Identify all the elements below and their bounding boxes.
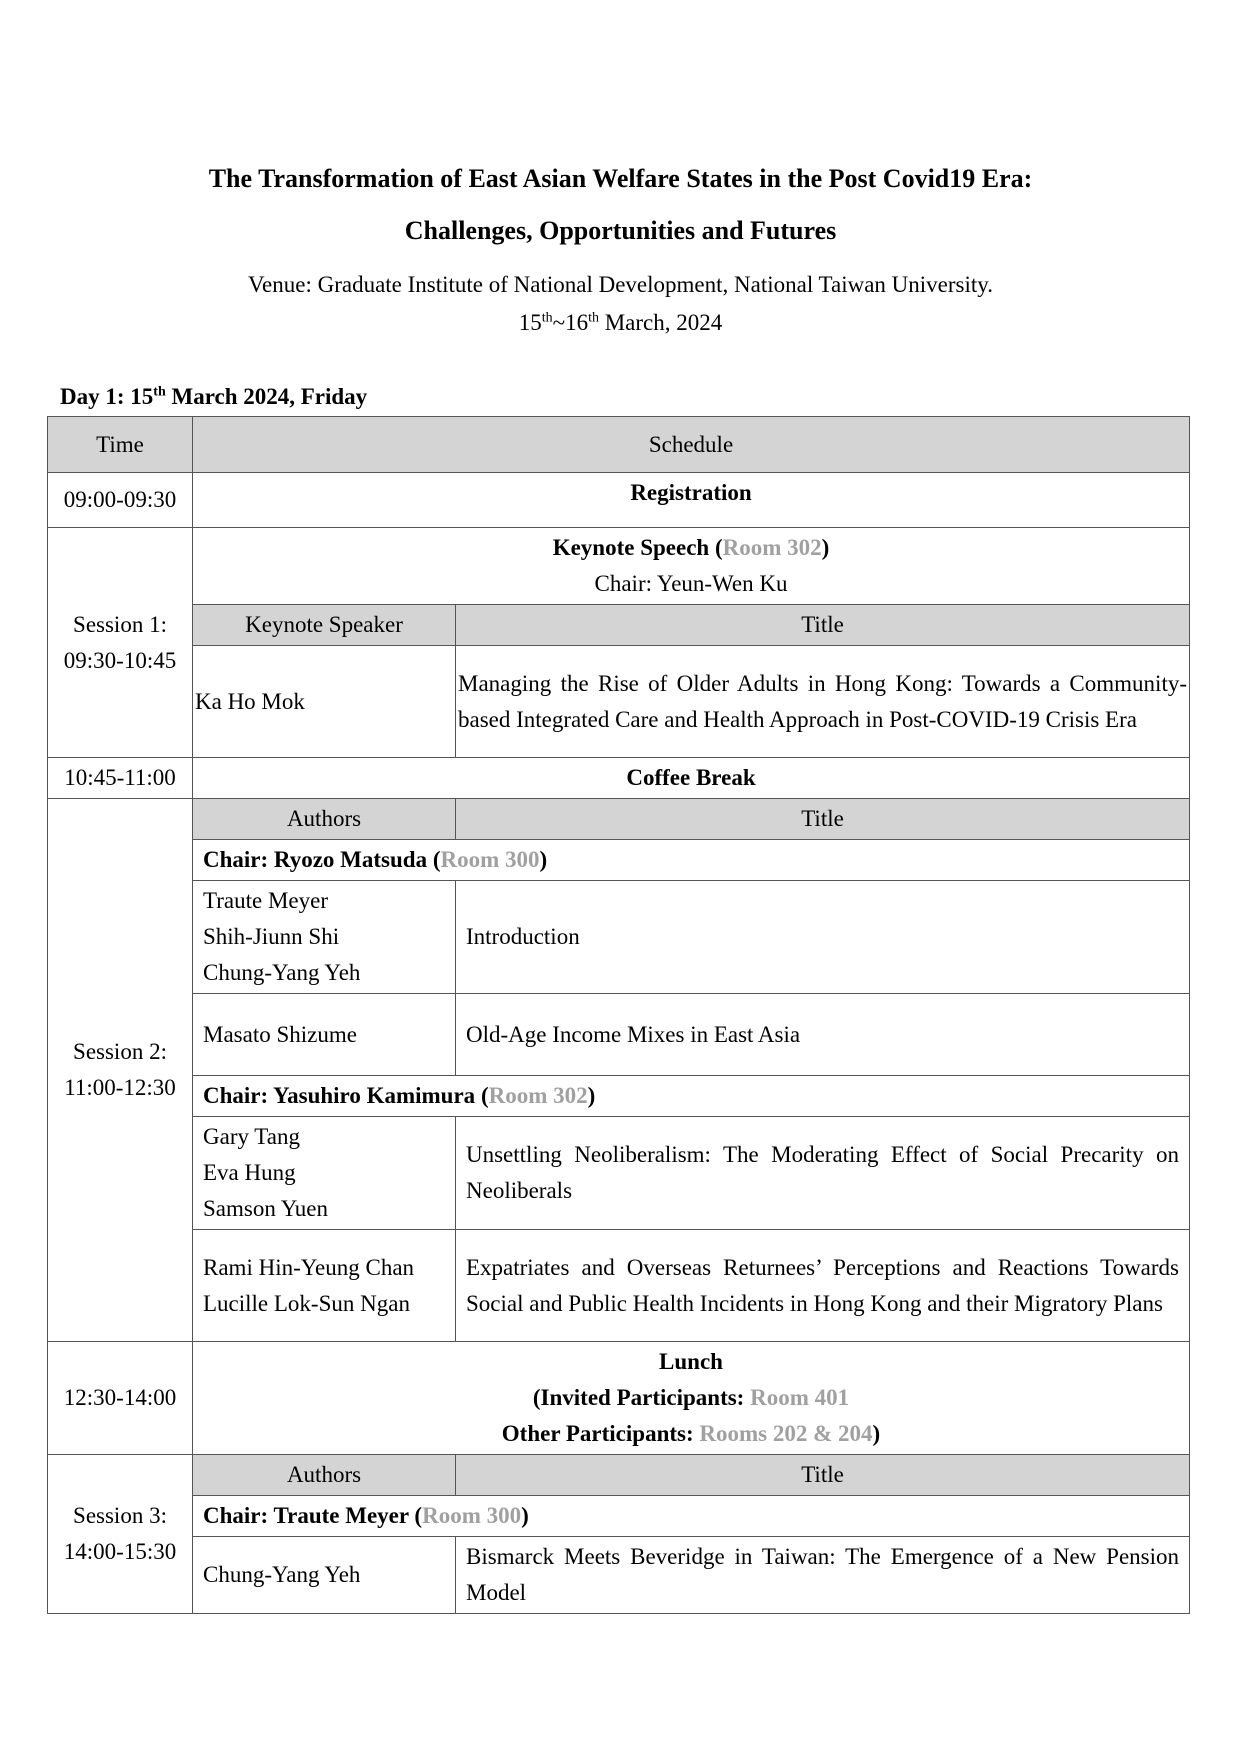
day-1-date: March 2024, Friday	[165, 384, 368, 409]
author: Samson Yuen	[203, 1196, 329, 1221]
chair-label: Chair: Traute Meyer	[203, 1503, 409, 1528]
schedule-table	[47, 416, 1190, 1614]
paper-title: Unsettling Neoliberalism: The Moderating Effect of Social Precarity on Neoliberals	[456, 1117, 1190, 1230]
session-3-range: 14:00-15:30	[63, 1539, 177, 1564]
lunch-row	[48, 1342, 1190, 1455]
session-3-chair-row	[48, 1496, 1190, 1537]
session-1-heading-row	[48, 528, 1190, 605]
session-3-subheader-row	[48, 1455, 1190, 1496]
keynote-label: Keynote Speech (	[552, 535, 723, 560]
chair-close: )	[521, 1503, 529, 1528]
other-close: )	[872, 1421, 881, 1446]
header-title: Title	[456, 1455, 1190, 1496]
header-schedule: Schedule	[193, 417, 1190, 473]
date-end: ~16	[552, 310, 589, 335]
author: Eva Hung	[203, 1160, 296, 1185]
session-2-paper-4-row	[48, 1230, 1190, 1342]
author: Rami Hin-Yeung Chan	[203, 1254, 415, 1280]
session-2-range: 11:00-12:30	[64, 1075, 176, 1100]
paper-title: Expatriates and Overseas Returnees’ Perceptions and Reactions Towards Social and Public Health Incidents in Hong Kong and their Migratory Plans	[456, 1230, 1190, 1342]
registration-label: Registration	[193, 473, 1190, 528]
keynote-row	[48, 646, 1190, 758]
session-2-time	[48, 799, 193, 1342]
header-keynote-speaker: Keynote Speaker	[193, 605, 456, 646]
session-2-chair-a	[193, 840, 1190, 881]
chair-room: Room 300	[422, 1503, 522, 1528]
table-header-row	[48, 417, 1190, 473]
header-time: Time	[48, 417, 193, 473]
venue: Venue: Graduate Institute of National Development, National Taiwan University.	[247, 272, 994, 297]
author: Gary Tang	[203, 1124, 300, 1149]
chair-b-open: (	[475, 1083, 489, 1108]
chair-b-close: )	[587, 1083, 596, 1108]
keynote-speaker: Ka Ho Mok	[193, 646, 456, 758]
keynote-close: )	[821, 535, 830, 560]
author: Traute Meyer	[203, 888, 328, 913]
paper-authors: Masato Shizume	[193, 994, 456, 1076]
coffee-row	[48, 758, 1190, 799]
date-suffix-2: th	[588, 310, 599, 326]
author: Lucille Lok-Sun Ngan	[203, 1290, 410, 1316]
coffee-label: Coffee Break	[193, 758, 1190, 799]
day-1-label: Day 1: 15	[60, 384, 154, 409]
session-1-subheader-row	[48, 605, 1190, 646]
chair-b-room: Room 302	[488, 1083, 588, 1108]
keynote-room: Room 302	[722, 535, 822, 560]
keynote-title: Managing the Rise of Older Adults in Hong Kong: Towards a Community-based Integrated Care and Health Approach in Post-COVID-19 Crisis Era	[456, 646, 1190, 758]
date-start: 15	[518, 310, 542, 335]
session-2-paper-2-row	[48, 994, 1190, 1076]
header-authors: Authors	[193, 1455, 456, 1496]
day-1-suffix: th	[153, 384, 166, 400]
paper-authors	[193, 1117, 456, 1230]
session-1-time	[48, 528, 193, 758]
lunch-label: Lunch	[659, 1349, 723, 1374]
keynote-heading	[193, 528, 1190, 605]
registration-time: 09:00-09:30	[48, 473, 193, 528]
author: Shih-Jiunn Shi	[203, 924, 340, 949]
author: Chung-Yang Yeh	[203, 960, 361, 985]
day-1-heading	[60, 384, 367, 410]
chair-a-close: )	[539, 847, 548, 872]
session-1-range: 09:30-10:45	[63, 647, 177, 673]
page-title-line-1: The Transformation of East Asian Welfare States in the Post Covid19 Era:	[208, 164, 1033, 193]
paper-authors	[193, 881, 456, 994]
header-title: Title	[456, 605, 1190, 646]
date-month-year: March, 2024	[598, 310, 723, 335]
session-2-label: Session 2:	[73, 1039, 167, 1064]
paper-title: Introduction	[456, 881, 1190, 994]
coffee-time: 10:45-11:00	[48, 758, 193, 799]
page-title-line-2: Challenges, Opportunities and Futures	[404, 216, 837, 245]
paper-title: Bismarck Meets Beveridge in Taiwan: The Emergence of a New Pension Model	[456, 1537, 1190, 1614]
registration-row	[48, 473, 1190, 528]
session-2-chair-a-row	[48, 840, 1190, 881]
paper-title: Old-Age Income Mixes in East Asia	[456, 994, 1190, 1076]
session-2-paper-1-row	[48, 881, 1190, 994]
paper-authors: Chung-Yang Yeh	[193, 1537, 456, 1614]
chair-b-label: Chair: Yasuhiro Kamimura	[203, 1083, 476, 1108]
chair-a-label: Chair: Ryozo Matsuda	[203, 847, 428, 872]
session-3-paper-1-row	[48, 1537, 1190, 1614]
chair-a-open: (	[427, 847, 441, 872]
session-2-chair-b-row	[48, 1076, 1190, 1117]
other-room: Rooms 202 & 204	[699, 1421, 873, 1446]
header-authors: Authors	[193, 799, 456, 840]
session-3-time	[48, 1455, 193, 1614]
session-1-label: Session 1:	[73, 611, 167, 637]
chair-a-room: Room 300	[440, 847, 540, 872]
conference-dates	[0, 310, 1241, 336]
keynote-chair: Chair: Yeun-Wen Ku	[594, 571, 788, 596]
session-2-paper-3-row	[48, 1117, 1190, 1230]
header-title: Title	[456, 799, 1190, 840]
lunch-cell	[193, 1342, 1190, 1455]
paper-authors	[193, 1230, 456, 1342]
date-suffix-1: th	[541, 310, 553, 326]
invited-label: (Invited Participants:	[532, 1385, 751, 1410]
other-label: Other Participants:	[501, 1421, 700, 1446]
lunch-time: 12:30-14:00	[48, 1342, 193, 1455]
session-2-chair-b	[193, 1076, 1190, 1117]
chair-open: (	[408, 1503, 423, 1528]
session-3-chair	[193, 1496, 1190, 1537]
session-3-label: Session 3:	[73, 1503, 167, 1528]
session-2-subheader-row	[48, 799, 1190, 840]
invited-room: Room 401	[750, 1385, 850, 1410]
